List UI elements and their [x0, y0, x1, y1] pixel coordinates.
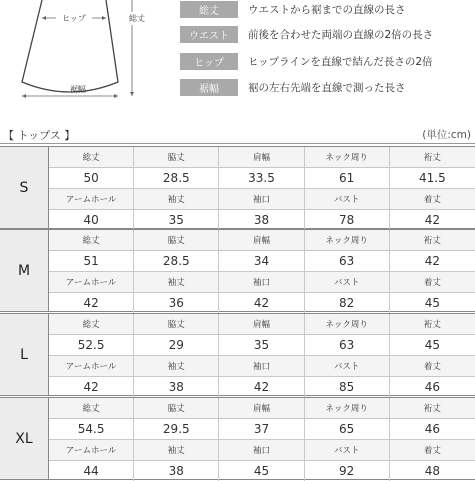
header-cell: 着丈: [423, 278, 441, 288]
size-label: S: [0, 147, 49, 228]
header-cell: 総丈: [49, 314, 134, 334]
value-cell: 33.5: [219, 168, 304, 188]
legend-row-waist: [180, 25, 433, 44]
value-cell: 54.5: [49, 419, 134, 439]
header-cell: 脇丈: [134, 230, 219, 250]
length-label: 総丈: [129, 14, 145, 23]
size-label: L: [0, 314, 49, 395]
value-cell: 44: [49, 461, 134, 481]
legend-desc: ヒップラインを直線で結んだ長さの2倍: [248, 56, 433, 68]
header-cell: 着丈: [423, 195, 441, 205]
value-cell: 38: [134, 461, 219, 481]
legend-key: 総丈: [180, 1, 238, 18]
header-row: [49, 189, 475, 210]
header-cell: 裄丈: [423, 404, 441, 414]
section-title: 【 トップス 】: [3, 129, 76, 142]
value-row: [49, 377, 475, 397]
value-row: [49, 251, 475, 272]
measurement-grid: [49, 398, 475, 479]
value-cell: 63: [305, 251, 390, 271]
value-cell: 35: [134, 210, 219, 230]
header-row: [49, 147, 475, 168]
value-cell: 37: [219, 419, 304, 439]
measurement-grid: [49, 314, 475, 395]
value-cell: 41.5: [418, 171, 446, 185]
value-row: [49, 335, 475, 356]
hem-label: 裾幅: [70, 85, 86, 94]
value-cell: 38: [219, 210, 304, 230]
value-cell: 63: [305, 335, 390, 355]
header-cell: アームホール: [49, 272, 134, 292]
measurement-guide: [0, 0, 475, 120]
value-cell: 51: [49, 251, 134, 271]
value-cell: 45: [424, 296, 440, 310]
value-row: [49, 419, 475, 440]
legend-row-length: [180, 0, 406, 19]
legend-desc: 前後を合わせた両端の直線の2倍の長さ: [248, 29, 434, 41]
value-cell: 82: [305, 293, 390, 313]
value-row: [49, 168, 475, 189]
value-cell: 29.5: [134, 419, 219, 439]
value-cell: 46: [424, 380, 440, 394]
value-cell: 29: [134, 335, 219, 355]
divider: [0, 143, 475, 144]
legend-key: ウエスト: [180, 26, 238, 43]
size-block-l: [0, 313, 475, 396]
header-cell: 袖丈: [134, 272, 219, 292]
header-cell: 総丈: [49, 398, 134, 418]
unit-label: (単位:cm): [422, 129, 471, 141]
value-cell: 42: [424, 254, 440, 268]
skirt-diagram: [0, 0, 170, 118]
value-cell: 40: [49, 210, 134, 230]
value-cell: 92: [305, 461, 390, 481]
size-block-s: [0, 146, 475, 229]
value-row: [49, 293, 475, 313]
header-cell: ネック周り: [305, 230, 390, 250]
header-cell: 着丈: [423, 446, 441, 456]
value-cell: 28.5: [134, 251, 219, 271]
header-cell: 着丈: [423, 362, 441, 372]
header-row: [49, 314, 475, 335]
value-cell: 45: [219, 461, 304, 481]
header-cell: 裄丈: [423, 320, 441, 330]
value-cell: 42: [49, 377, 134, 397]
value-cell: 50: [49, 168, 134, 188]
header-cell: 袖口: [219, 356, 304, 376]
size-block-m: [0, 229, 475, 312]
header-cell: 袖丈: [134, 356, 219, 376]
header-row: [49, 230, 475, 251]
header-row: [49, 272, 475, 293]
legend-row-hem: [180, 78, 406, 97]
value-cell: 65: [305, 419, 390, 439]
value-cell: 85: [305, 377, 390, 397]
header-cell: 袖丈: [134, 189, 219, 209]
header-cell: 袖口: [219, 189, 304, 209]
value-cell: 46: [424, 422, 440, 436]
header-cell: 肩幅: [219, 230, 304, 250]
header-cell: アームホール: [49, 189, 134, 209]
header-cell: ネック周り: [305, 147, 390, 167]
value-cell: 38: [134, 377, 219, 397]
header-row: [49, 398, 475, 419]
header-row: [49, 440, 475, 461]
header-cell: 袖口: [219, 272, 304, 292]
header-cell: 総丈: [49, 230, 134, 250]
value-cell: 42: [424, 213, 440, 227]
value-cell: 61: [305, 168, 390, 188]
header-cell: ネック周り: [305, 398, 390, 418]
size-block-xl: [0, 397, 475, 480]
header-row: [49, 356, 475, 377]
header-cell: アームホール: [49, 440, 134, 460]
legend-key: ヒップ: [180, 53, 238, 70]
header-cell: 裄丈: [423, 236, 441, 246]
value-cell: 78: [305, 210, 390, 230]
header-cell: 肩幅: [219, 147, 304, 167]
size-label: XL: [0, 398, 49, 479]
value-cell: 36: [134, 293, 219, 313]
header-cell: 裄丈: [423, 153, 441, 163]
header-cell: 袖丈: [134, 440, 219, 460]
header-cell: アームホール: [49, 356, 134, 376]
legend-desc: 裾の左右先端を直線で測った長さ: [248, 82, 406, 94]
value-row: [49, 461, 475, 481]
header-cell: 肩幅: [219, 398, 304, 418]
hip-label: ヒップ: [62, 14, 86, 23]
header-cell: 総丈: [49, 147, 134, 167]
value-cell: 42: [49, 293, 134, 313]
value-cell: 45: [424, 338, 440, 352]
measurement-grid: [49, 147, 475, 228]
value-cell: 28.5: [134, 168, 219, 188]
value-cell: 42: [219, 377, 304, 397]
size-label: M: [0, 230, 49, 311]
measurement-grid: [49, 230, 475, 311]
value-cell: 48: [424, 464, 440, 478]
header-cell: ネック周り: [305, 314, 390, 334]
value-cell: 52.5: [49, 335, 134, 355]
header-cell: バスト: [305, 272, 390, 292]
value-cell: 35: [219, 335, 304, 355]
legend-key: 裾幅: [180, 79, 238, 96]
header-cell: 袖口: [219, 440, 304, 460]
value-cell: 34: [219, 251, 304, 271]
header-cell: バスト: [305, 189, 390, 209]
value-cell: 42: [219, 293, 304, 313]
header-cell: バスト: [305, 356, 390, 376]
header-cell: 肩幅: [219, 314, 304, 334]
header-cell: 脇丈: [134, 314, 219, 334]
legend-row-hip: [180, 52, 433, 71]
value-row: [49, 210, 475, 230]
header-cell: 脇丈: [134, 147, 219, 167]
legend-desc: ウエストから裾までの直線の長さ: [248, 4, 406, 16]
header-cell: バスト: [305, 440, 390, 460]
header-cell: 脇丈: [134, 398, 219, 418]
